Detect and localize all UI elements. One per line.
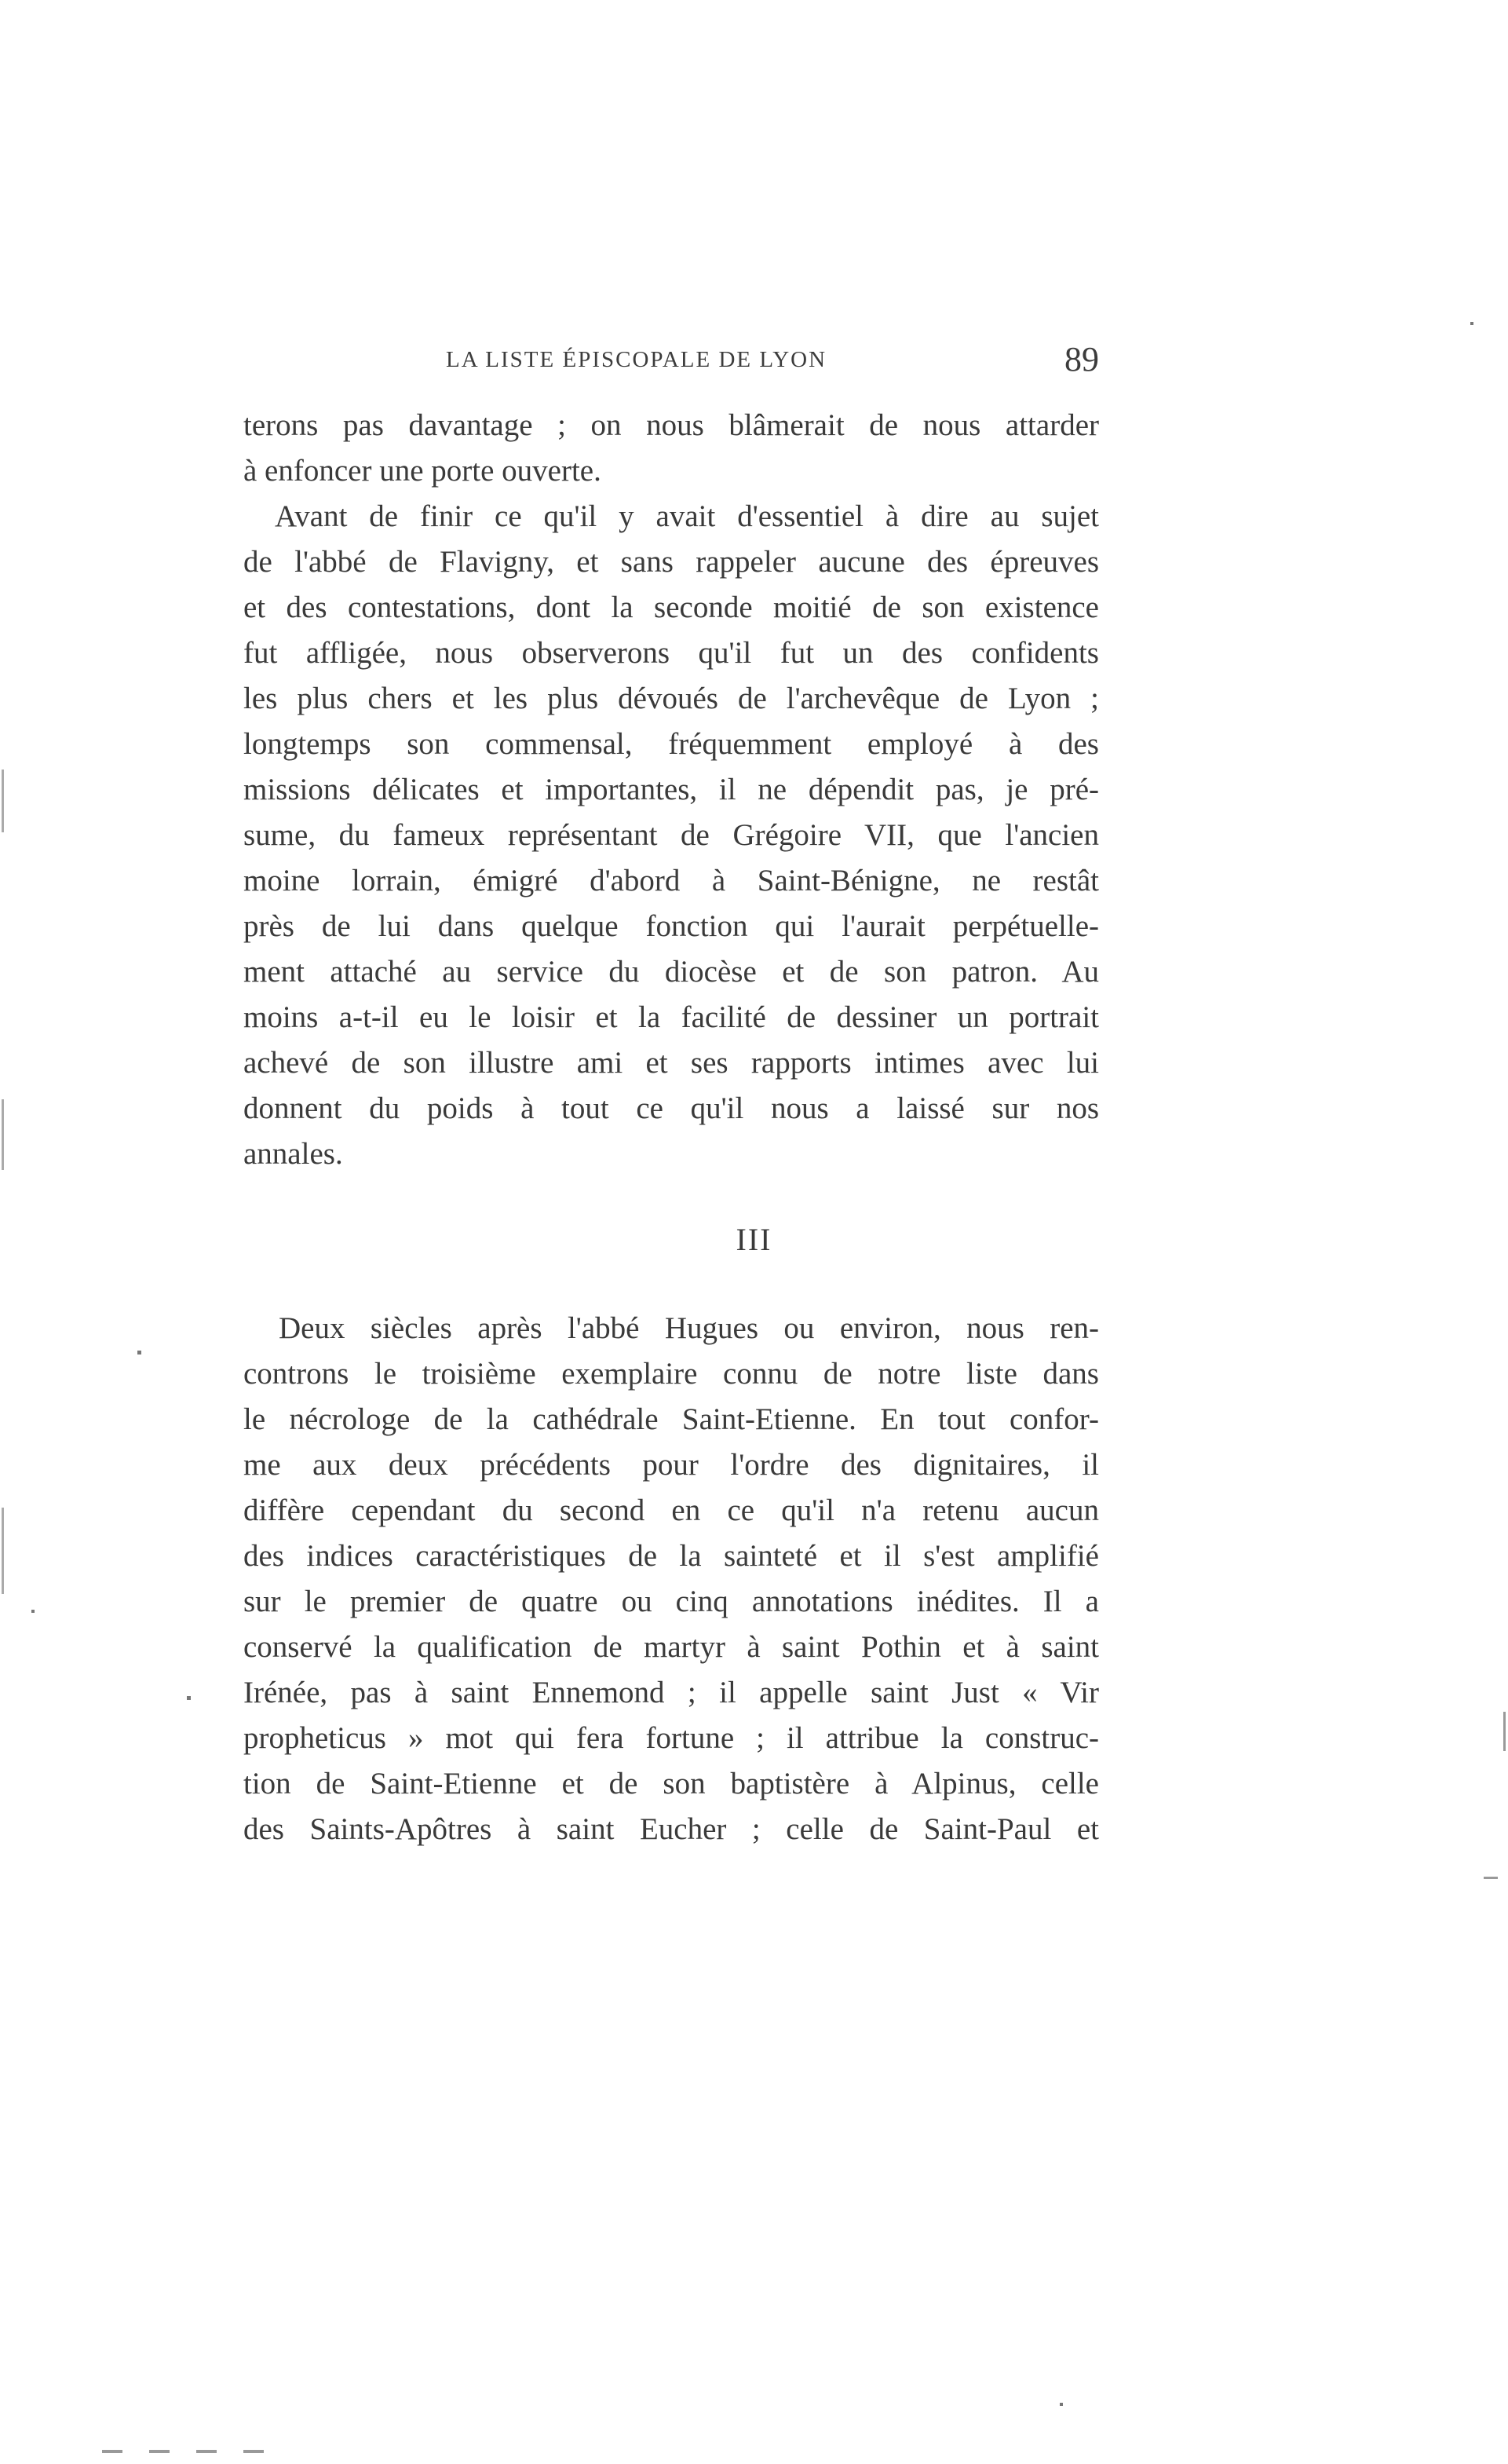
text-line: sume, du fameux représentant de Grégoire VII, que l'ancien <box>243 818 1099 852</box>
text-line: sur le premier de quatre ou cinq annotations inédites. Il a <box>243 1585 1099 1618</box>
scan-edge-mark <box>2 770 4 832</box>
text-line: fut affligée, nous observerons qu'il fut un des confidents <box>243 636 1099 670</box>
text-line: tion de Saint-Etienne et de son baptistère à Alpinus, celle <box>243 1767 1099 1800</box>
scan-speck <box>137 1351 141 1354</box>
scan-speck <box>31 1610 35 1613</box>
text-line: le nécrologe de la cathédrale Saint-Etienne. En tout confor- <box>243 1402 1099 1436</box>
page-header <box>243 339 1099 386</box>
text-line: diffère cependant du second en ce qu'il n'a retenu aucun <box>243 1493 1099 1527</box>
text-line: moine lorrain, émigré d'abord à Saint-Bénigne, ne restât <box>243 864 1099 897</box>
text-line: controns le troisième exemplaire connu de notre liste dans <box>243 1357 1099 1391</box>
running-title: LA LISTE ÉPISCOPALE DE LYON <box>446 347 827 372</box>
scan-edge-mark <box>1503 1712 1506 1751</box>
scan-edge-mark <box>2 1099 4 1170</box>
text-line: Irénée, pas à saint Ennemond ; il appelle saint Just « Vir <box>243 1676 1099 1709</box>
scan-dashes <box>102 2450 275 2453</box>
text-line: des Saints-Apôtres à saint Eucher ; celle de Saint-Paul et <box>243 1812 1099 1846</box>
text-line: conservé la qualification de martyr à saint Pothin et à saint <box>243 1630 1099 1664</box>
text-line: près de lui dans quelque fonction qui l'aurait perpétuelle- <box>243 909 1099 943</box>
text-line: moins a-t-il eu le loisir et la facilité de dessiner un portrait <box>243 1000 1099 1034</box>
scan-speck <box>187 1696 191 1700</box>
section-heading: III <box>736 1222 772 1257</box>
text-line: et des contestations, dont la seconde moitié de son existence <box>243 590 1099 624</box>
scan-speck <box>1470 322 1473 325</box>
text-line: donnent du poids à tout ce qu'il nous a laissé sur nos <box>243 1091 1099 1125</box>
text-line: terons pas davantage ; on nous blâmerait de nous attarder <box>243 408 1099 442</box>
text-line: ment attaché au service du diocèse et de son patron. Au <box>243 955 1099 989</box>
text-line: annales. <box>243 1137 343 1171</box>
text-line: me aux deux précédents pour l'ordre des dignitaires, il <box>243 1448 1099 1482</box>
text-line: propheticus » mot qui fera fortune ; il attribue la construc- <box>243 1721 1099 1755</box>
page-number: 89 <box>1064 340 1099 378</box>
scan-edge-mark <box>2 1508 4 1594</box>
text-line: missions délicates et importantes, il ne dépendit pas, je pré- <box>243 773 1099 806</box>
text-line: longtemps son commensal, fréquemment employé à des <box>243 727 1099 761</box>
text-line: de l'abbé de Flavigny, et sans rappeler aucune des épreuves <box>243 545 1099 579</box>
text-line: achevé de son illustre ami et ses rapports intimes avec lui <box>243 1046 1099 1080</box>
scan-speck <box>1060 2403 1063 2406</box>
text-line: Deux siècles après l'abbé Hugues ou environ, nous ren- <box>279 1311 1099 1345</box>
text-line: des indices caractéristiques de la sainteté et il s'est amplifié <box>243 1539 1099 1573</box>
text-line: les plus chers et les plus dévoués de l'archevêque de Lyon ; <box>243 682 1099 715</box>
text-line: à enfoncer une porte ouverte. <box>243 454 601 488</box>
text-line: Avant de finir ce qu'il y avait d'essentiel à dire au sujet <box>275 499 1099 533</box>
scan-edge-mark <box>1484 1877 1498 1879</box>
